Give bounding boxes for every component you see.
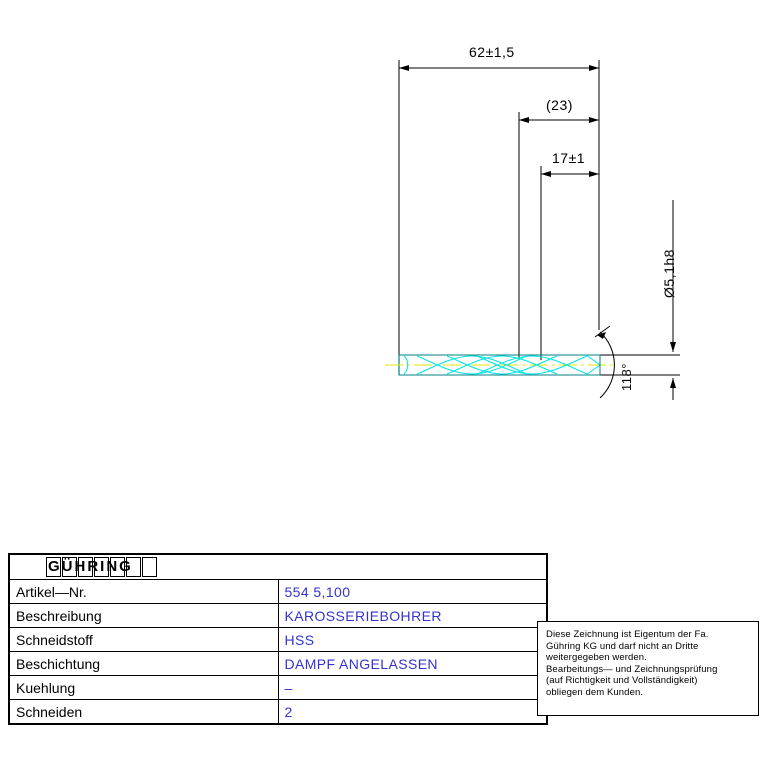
guehring-logo [10,555,546,579]
legal-note-line-6: obliegen dem Kunden. [546,686,644,698]
row-label-kuehlung: Kuehlung [10,676,279,700]
table-row [10,652,547,676]
dimension-flute-reference [519,117,599,123]
logo-text: GÜHRING [48,558,133,575]
table-row [10,604,547,628]
table-row [10,700,547,724]
dimension-flute-length [541,171,599,177]
dimension-diameter [600,200,680,400]
legal-note-box [537,621,759,716]
drill-tool-geometry [385,355,615,375]
dimension-label-diameter: Ø5,1h8 [661,249,677,298]
dimension-label-flute-reference: (23) [546,97,573,113]
dimension-label-point-angle: 118° [619,363,634,391]
row-label-beschreibung: Beschreibung [10,604,279,628]
title-block [8,553,548,725]
table-row [10,628,547,652]
table-row [10,676,547,700]
row-value-kuehlung: – [278,676,547,700]
dimension-overall-length [399,65,599,71]
dimension-label-flute-length: 17±1 [552,150,586,166]
row-value-schneidstoff: HSS [278,628,547,652]
dimension-point-angle [595,326,614,398]
row-value-beschreibung: KAROSSERIEBOHRER [278,604,547,628]
legal-note-line-2: Gühring KG und darf nicht an Dritte [546,640,699,652]
legal-note-line-5: (auf Richtigkeit und Vollständigkeit) [546,675,698,686]
dimension-label-overall-length: 62±1,5 [469,44,515,60]
legal-note-line-1: Diese Zeichnung ist Eigentum der Fa. [546,629,709,640]
row-value-schneiden: 2 [278,700,547,724]
table-row [10,580,547,604]
row-value-beschichtung: DAMPF ANGELASSEN [278,652,547,676]
legal-note-line-4: Bearbeitungs— und Zeichnungsprüfung [546,663,718,675]
logo-cell [10,555,547,580]
title-block-logo-row [10,555,547,580]
row-label-schneidstoff: Schneidstoff [10,628,279,652]
title-block-table [9,554,547,724]
legal-note-line-3: weitergegeben werden. [546,652,647,663]
row-label-beschichtung: Beschichtung [10,652,279,676]
row-label-schneiden: Schneiden [10,700,279,724]
row-label-artikel-nr: Artikel—Nr. [10,580,279,604]
row-value-artikel-nr: 554 5,100 [278,580,547,604]
